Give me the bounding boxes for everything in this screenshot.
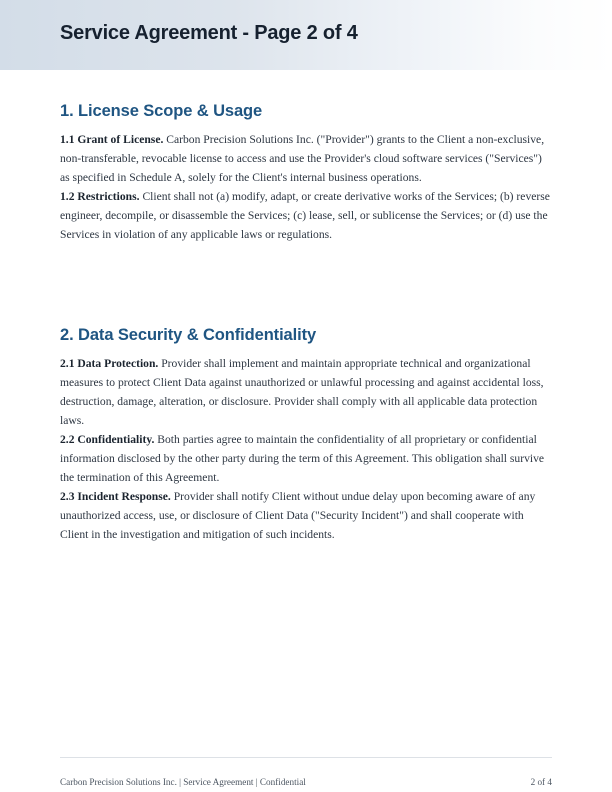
page-title: Service Agreement - Page 2 of 4 bbox=[60, 22, 358, 44]
footer-row bbox=[60, 777, 552, 787]
section-data-security-confidentiality bbox=[60, 294, 552, 545]
clause-1-1 bbox=[60, 130, 552, 187]
section-heading: 1. License Scope & Usage bbox=[60, 102, 263, 120]
clause-text: Client shall not (a) modify, adapt, or create derivative works of the Services; (b) reverse engineer, decompile, or disassemble the Services; (c) lease, sell, or sublicense the Services; or (d) use the Services in violation of any applicable laws or regulations. bbox=[60, 190, 550, 242]
clause-label: 2.3 Incident Response. bbox=[60, 490, 171, 504]
clause-label: 2.1 Data Protection. bbox=[60, 356, 159, 370]
footer-page-number: 2 of 4 bbox=[530, 777, 552, 787]
footer-divider bbox=[60, 757, 552, 758]
clause-2-1 bbox=[60, 354, 552, 430]
section-license-scope-usage bbox=[60, 70, 552, 245]
clause-label: 2.2 Confidentiality. bbox=[60, 432, 155, 446]
clause-text: Both parties agree to maintain the confidentiality of all proprietary or confidential information disclosed by the other party during the term of this Agreement. This obligation shall survive the termination of this Agreement. bbox=[60, 432, 545, 485]
clause-text: Carbon Precision Solutions Inc. ("Provider") grants to the Client a non-exclusive, non-transferable, revocable license to access and use the Provider's cloud software services ("Services") as specified in Schedule A, solely for the Client's internal business operations. bbox=[60, 133, 545, 185]
clause-1-2 bbox=[60, 187, 552, 244]
clause-label: 1.2 Restrictions. bbox=[60, 190, 140, 204]
clause-text: Provider shall implement and maintain appropriate technical and organizational measures to protect Client Data against unauthorized or unlawful processing and against accidental loss, destruction, damage, alteration, or disclosure. Provider shall comply with all applicable data protection laws. bbox=[60, 356, 544, 427]
clause-2-2 bbox=[60, 430, 552, 487]
page-footer bbox=[60, 757, 552, 787]
footer-company-text: Carbon Precision Solutions Inc. | Service Agreement | Confidential bbox=[60, 777, 306, 787]
document-body bbox=[60, 70, 552, 545]
section-heading: 2. Data Security & Confidentiality bbox=[60, 325, 317, 344]
page-header-band bbox=[0, 0, 612, 70]
clause-label: 1.1 Grant of License. bbox=[60, 133, 164, 146]
clause-text: Provider shall notify Client without undue delay upon becoming aware of any unauthorized access, use, or disclosure of Client Data ("Security Incident") and shall cooperate with Client in the investigation and mitigation of such incidents. bbox=[60, 490, 536, 542]
clause-2-3 bbox=[60, 487, 552, 544]
